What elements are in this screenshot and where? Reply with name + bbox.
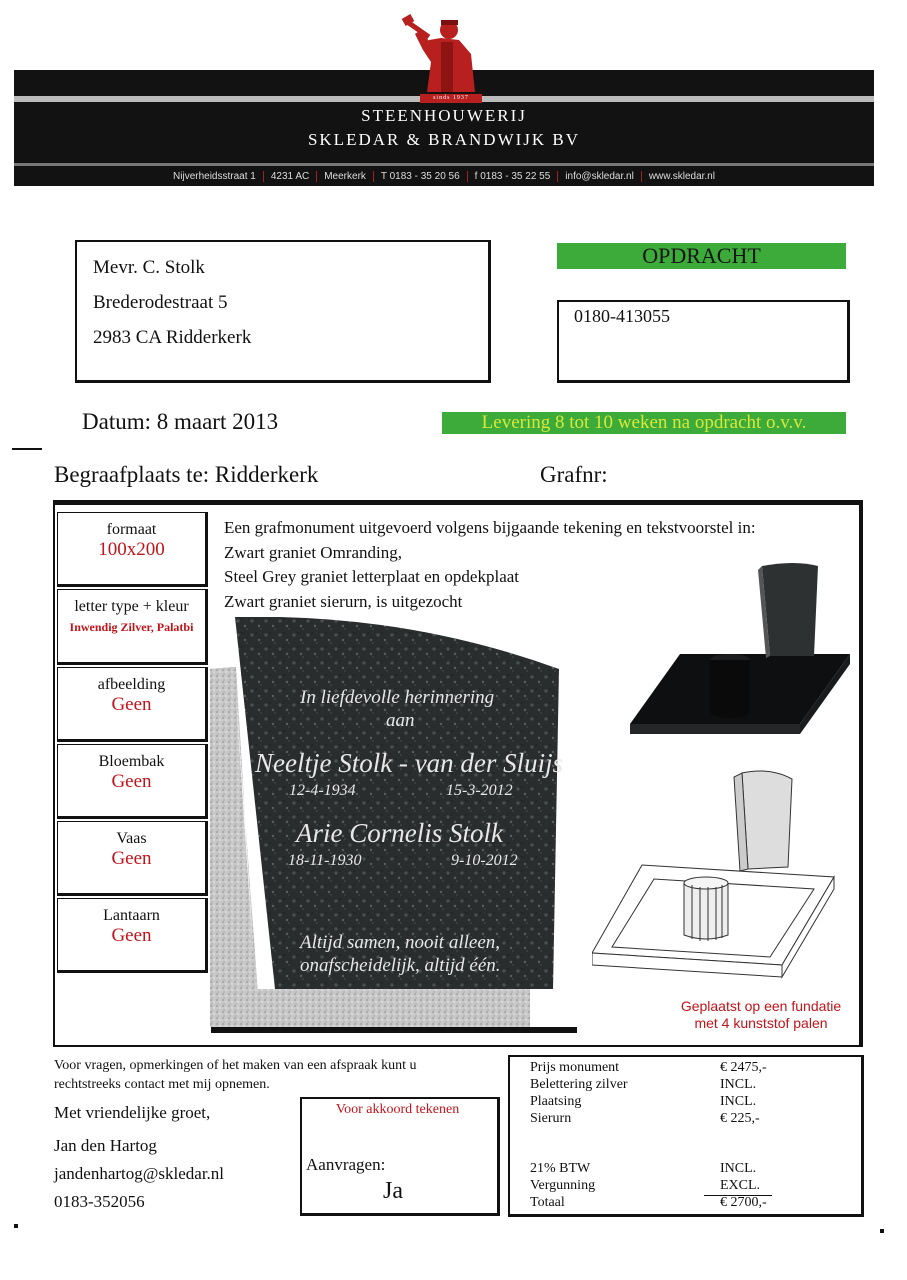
spec-vaas xyxy=(57,821,208,896)
apply-label: Aanvragen: xyxy=(306,1155,386,1174)
spec-bloembak xyxy=(57,744,208,819)
description-line: Zwart graniet Omranding, xyxy=(224,543,402,562)
since-badge: sinds 1937 xyxy=(420,94,482,103)
spec-lantaarn xyxy=(57,898,208,973)
inscription-line: In liefdevolle herinnering xyxy=(300,687,495,708)
approval-title: Voor akkoord tekenen xyxy=(335,1102,460,1117)
contact-street: Nijverheidsstraat 1 xyxy=(166,171,264,182)
spec-label: Lantaarn xyxy=(103,907,160,924)
contact-instructions: Voor vragen, opmerkingen of het maken van een afspraak kunt u rechtstreeks contact met mij opnemen. xyxy=(54,1058,417,1092)
sender-name: Jan den Hartog xyxy=(54,1136,157,1155)
spec-value: 100x200 xyxy=(98,539,165,560)
contact-city: Meerkerk xyxy=(317,171,374,182)
punch-mark xyxy=(880,1229,884,1233)
spec-label: formaat xyxy=(106,521,157,538)
monument-3d-render-icon xyxy=(620,556,850,736)
grave-number-label: Grafnr: xyxy=(540,462,608,487)
contact-fax: f 0183 - 35 22 55 xyxy=(468,171,559,182)
spec-label: letter type + kleur xyxy=(74,598,189,615)
description-line: Steel Grey graniet letterplaat en opdekplaat xyxy=(224,567,520,586)
monument-base-line xyxy=(211,1027,577,1033)
company-contact-bar xyxy=(14,167,874,185)
price-label: Sierurn xyxy=(530,1111,572,1126)
letterhead-stripe-lower xyxy=(14,163,874,166)
closing-greeting: Met vriendelijke groet, xyxy=(54,1103,211,1122)
delivery-note: Levering 8 tot 10 weken na opdracht o.v.v. xyxy=(442,412,846,434)
sender-phone: 0183-352056 xyxy=(54,1192,145,1211)
death-date-2: 9-10-2012 xyxy=(451,852,518,869)
price-value: INCL. xyxy=(720,1077,757,1092)
death-date-1: 15-3-2012 xyxy=(446,782,513,799)
order-phone: 0180-413055 xyxy=(574,306,670,326)
price-value: € 2475,- xyxy=(720,1060,767,1075)
apply-value: Ja xyxy=(383,1178,403,1204)
recipient-name: Mevr. C. Stolk xyxy=(93,257,205,278)
price-value: EXCL. xyxy=(720,1178,761,1193)
spec-value: Geen xyxy=(111,925,152,946)
deceased-name-1: Neeltje Stolk - van der Sluijs xyxy=(255,748,564,778)
price-label: Belettering zilver xyxy=(530,1077,628,1092)
order-date: Datum: 8 maart 2013 xyxy=(82,409,279,434)
spec-value: Geen xyxy=(111,771,152,792)
foundation-note: Geplaatst op een fundatie met 4 kunststof palen xyxy=(680,998,842,1031)
description-line: Een grafmonument uitgevoerd volgens bijgaande tekening en tekstvoorstel in: xyxy=(224,518,756,537)
closing-line: Altijd samen, nooit alleen, xyxy=(300,932,501,953)
spec-value: Geen xyxy=(111,848,152,869)
price-label: Prijs monument xyxy=(530,1060,620,1075)
company-title-line1: STEENHOUWERIJ xyxy=(361,106,527,125)
punch-mark xyxy=(14,1224,18,1228)
contact-email: info@skledar.nl xyxy=(558,171,642,182)
contact-telephone: T 0183 - 35 20 56 xyxy=(374,171,468,182)
contact-postcode: 4231 AC xyxy=(264,171,317,182)
price-label: Vergunning xyxy=(530,1178,596,1193)
price-value: INCL. xyxy=(720,1094,757,1109)
spec-letter-type xyxy=(57,589,208,665)
company-title-line2: SKLEDAR & BRANDWIJK BV xyxy=(307,130,581,149)
spec-label: Vaas xyxy=(116,830,147,847)
birth-date-2: 18-11-1930 xyxy=(288,852,362,869)
price-total-value: € 2700,- xyxy=(720,1195,767,1210)
contact-website: www.skledar.nl xyxy=(648,170,715,182)
inscription-line: aan xyxy=(386,710,415,731)
spec-label: afbeelding xyxy=(97,676,166,693)
price-value: INCL. xyxy=(720,1161,757,1176)
description-line: Zwart graniet sierurn, is uitgezocht xyxy=(224,592,463,611)
spec-value: Inwendig Zilver, Palatbi xyxy=(69,620,194,634)
closing-line: onafscheidelijk, altijd één. xyxy=(300,955,501,976)
sender-email[interactable]: jandenhartog@skledar.nl xyxy=(54,1164,225,1183)
order-label: OPDRACHT xyxy=(557,243,846,269)
monument-line-drawing-icon xyxy=(592,765,837,987)
stonemason-logo-icon xyxy=(397,2,489,104)
deceased-name-2: Arie Cornelis Stolk xyxy=(296,818,503,848)
fold-mark xyxy=(12,448,42,450)
cemetery-label: Begraafplaats te: Ridderkerk xyxy=(54,462,319,487)
spec-label: Bloembak xyxy=(98,753,165,770)
price-value: € 225,- xyxy=(720,1111,760,1126)
recipient-street: Brederodestraat 5 xyxy=(93,292,228,313)
birth-date-1: 12-4-1934 xyxy=(289,782,356,799)
price-total-label: Totaal xyxy=(530,1195,565,1210)
spec-formaat xyxy=(57,512,208,587)
price-label: Plaatsing xyxy=(530,1094,582,1109)
price-label: 21% BTW xyxy=(530,1161,591,1176)
spec-afbeelding xyxy=(57,667,208,742)
spec-value: Geen xyxy=(111,694,152,715)
recipient-city: 2983 CA Ridderkerk xyxy=(93,327,252,348)
